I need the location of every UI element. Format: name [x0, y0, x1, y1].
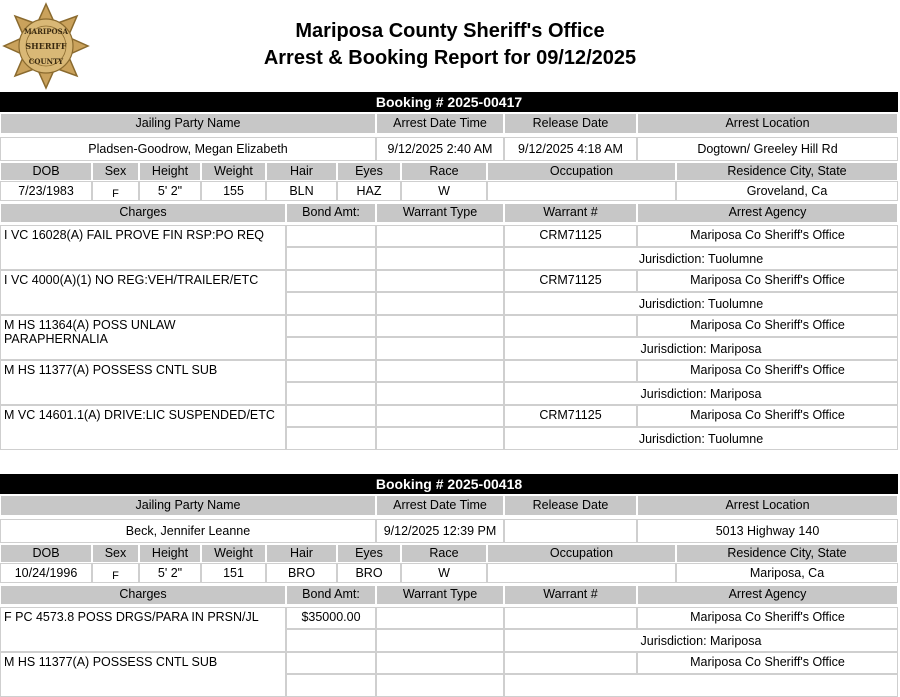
arrest-date-time: 9/12/2025 2:40 AM: [376, 137, 504, 161]
warrant-type-blank: [376, 292, 504, 315]
arrest-date-time-header: Arrest Date Time: [376, 113, 504, 134]
jailing-party-name-header: Jailing Party Name: [0, 495, 376, 516]
warrant-type-blank: [376, 247, 504, 270]
release-date-header: Release Date: [504, 495, 637, 516]
residence-header: Residence City, State: [676, 544, 898, 563]
bond-amount-blank: [286, 337, 376, 360]
arrest-date-time-header: Arrest Date Time: [376, 495, 504, 516]
charge-description: M VC 14601.1(A) DRIVE:LIC SUSPENDED/ETC: [0, 405, 286, 450]
bond-amount: [286, 270, 376, 292]
warrant-number: [504, 315, 637, 337]
jailing-party-name: Beck, Jennifer Leanne: [0, 519, 376, 543]
warrant-number: [504, 360, 637, 382]
warrant-number: CRM71125: [504, 270, 637, 292]
sex-value: F: [92, 563, 139, 583]
booking-number-header: Booking # 2025-00417: [0, 92, 898, 112]
warrant-number: [504, 607, 637, 629]
arrest-agency: Mariposa Co Sheriff's Office: [637, 405, 898, 427]
jurisdiction: [504, 674, 898, 697]
weight-header: Weight: [201, 162, 266, 181]
height-header: Height: [139, 162, 201, 181]
warrant-type-blank: [376, 382, 504, 405]
warrant-type: [376, 315, 504, 337]
arrest-location: Dogtown/ Greeley Hill Rd: [637, 137, 898, 161]
dob-header: DOB: [0, 544, 92, 563]
arrest-location: 5013 Highway 140: [637, 519, 898, 543]
bond-amount-blank: [286, 674, 376, 697]
warrant-type: [376, 225, 504, 247]
warrant-type: [376, 405, 504, 427]
warrant-type-header: Warrant Type: [376, 585, 504, 605]
page-subtitle: Arrest & Booking Report for 09/12/2025: [263, 47, 637, 69]
height-value: 5' 2": [139, 181, 201, 201]
eyes-header: Eyes: [337, 162, 401, 181]
release-date: 9/12/2025 4:18 AM: [504, 137, 637, 161]
jurisdiction: Jurisdiction: Mariposa: [504, 337, 898, 360]
sex-header: Sex: [92, 544, 139, 563]
weight-value: 151: [201, 563, 266, 583]
race-header: Race: [401, 544, 487, 563]
eyes-header: Eyes: [337, 544, 401, 563]
arrest-location-header: Arrest Location: [637, 113, 898, 134]
booking-number-header: Booking # 2025-00418: [0, 474, 898, 494]
warrant-number-header: Warrant #: [504, 585, 637, 605]
svg-text:SHERIFF: SHERIFF: [25, 41, 67, 51]
charge-description: F PC 4573.8 POSS DRGS/PARA IN PRSN/JL: [0, 607, 286, 652]
race-header: Race: [401, 162, 487, 181]
sex-value: F: [92, 181, 139, 201]
charge-description: M HS 11377(A) POSSESS CNTL SUB: [0, 652, 286, 697]
hair-header: Hair: [266, 162, 337, 181]
warrant-type: [376, 360, 504, 382]
warrant-number: CRM71125: [504, 405, 637, 427]
sex-header: Sex: [92, 162, 139, 181]
height-header: Height: [139, 544, 201, 563]
jailing-party-name-header: Jailing Party Name: [0, 113, 376, 134]
charge-description: M HS 11377(A) POSSESS CNTL SUB: [0, 360, 286, 405]
release-date: [504, 519, 637, 543]
bond-amt-header: Bond Amt:: [286, 585, 376, 605]
occupation-header: Occupation: [487, 162, 676, 181]
warrant-type-blank: [376, 674, 504, 697]
warrant-type-blank: [376, 629, 504, 652]
eyes-value: HAZ: [337, 181, 401, 201]
bond-amount-blank: [286, 292, 376, 315]
race-value: W: [401, 563, 487, 583]
warrant-number: [504, 652, 637, 674]
jurisdiction: Jurisdiction: Tuolumne: [504, 292, 898, 315]
occupation-header: Occupation: [487, 544, 676, 563]
svg-text:COUNTY: COUNTY: [28, 57, 64, 66]
jurisdiction: Jurisdiction: Mariposa: [504, 629, 898, 652]
weight-header: Weight: [201, 544, 266, 563]
dob-value: 7/23/1983: [0, 181, 92, 201]
release-date-header: Release Date: [504, 113, 637, 134]
arrest-location-header: Arrest Location: [637, 495, 898, 516]
bond-amount: [286, 315, 376, 337]
weight-value: 155: [201, 181, 266, 201]
arrest-agency: Mariposa Co Sheriff's Office: [637, 360, 898, 382]
svg-text:MARIPOSA: MARIPOSA: [23, 27, 69, 36]
arrest-date-time: 9/12/2025 12:39 PM: [376, 519, 504, 543]
residence-value: Mariposa, Ca: [676, 563, 898, 583]
bond-amount-blank: [286, 427, 376, 450]
jurisdiction: Jurisdiction: Mariposa: [504, 382, 898, 405]
bond-amt-header: Bond Amt:: [286, 203, 376, 223]
bond-amount: [286, 405, 376, 427]
residence-header: Residence City, State: [676, 162, 898, 181]
bond-amount: [286, 360, 376, 382]
sheriff-badge-logo: [2, 2, 90, 90]
bond-amount: [286, 652, 376, 674]
charges-header: Charges: [0, 585, 286, 605]
dob-header: DOB: [0, 162, 92, 181]
bond-amount-blank: [286, 247, 376, 270]
residence-value: Groveland, Ca: [676, 181, 898, 201]
warrant-type-blank: [376, 427, 504, 450]
charge-description: M HS 11364(A) POSS UNLAW PARAPHERNALIA: [0, 315, 286, 360]
charge-description: I VC 4000(A)(1) NO REG:VEH/TRAILER/ETC: [0, 270, 286, 315]
charges-header: Charges: [0, 203, 286, 223]
warrant-number-header: Warrant #: [504, 203, 637, 223]
arrest-agency: Mariposa Co Sheriff's Office: [637, 270, 898, 292]
eyes-value: BRO: [337, 563, 401, 583]
race-value: W: [401, 181, 487, 201]
arrest-agency: Mariposa Co Sheriff's Office: [637, 315, 898, 337]
arrest-agency-header: Arrest Agency: [637, 585, 898, 605]
hair-header: Hair: [266, 544, 337, 563]
warrant-type-blank: [376, 337, 504, 360]
warrant-type: [376, 652, 504, 674]
warrant-number: CRM71125: [504, 225, 637, 247]
jurisdiction: Jurisdiction: Tuolumne: [504, 247, 898, 270]
height-value: 5' 2": [139, 563, 201, 583]
warrant-type: [376, 607, 504, 629]
occupation-value: [487, 181, 676, 201]
arrest-agency-header: Arrest Agency: [637, 203, 898, 223]
warrant-type: [376, 270, 504, 292]
hair-value: BRO: [266, 563, 337, 583]
occupation-value: [487, 563, 676, 583]
jailing-party-name: Pladsen-Goodrow, Megan Elizabeth: [0, 137, 376, 161]
bond-amount: [286, 225, 376, 247]
hair-value: BLN: [266, 181, 337, 201]
arrest-agency: Mariposa Co Sheriff's Office: [637, 607, 898, 629]
page-title: Mariposa County Sheriff's Office: [295, 20, 605, 42]
warrant-type-header: Warrant Type: [376, 203, 504, 223]
arrest-agency: Mariposa Co Sheriff's Office: [637, 652, 898, 674]
bond-amount: $35000.00: [286, 607, 376, 629]
charge-description: I VC 16028(A) FAIL PROVE FIN RSP:PO REQ: [0, 225, 286, 270]
arrest-agency: Mariposa Co Sheriff's Office: [637, 225, 898, 247]
bond-amount-blank: [286, 382, 376, 405]
jurisdiction: Jurisdiction: Tuolumne: [504, 427, 898, 450]
dob-value: 10/24/1996: [0, 563, 92, 583]
bond-amount-blank: [286, 629, 376, 652]
